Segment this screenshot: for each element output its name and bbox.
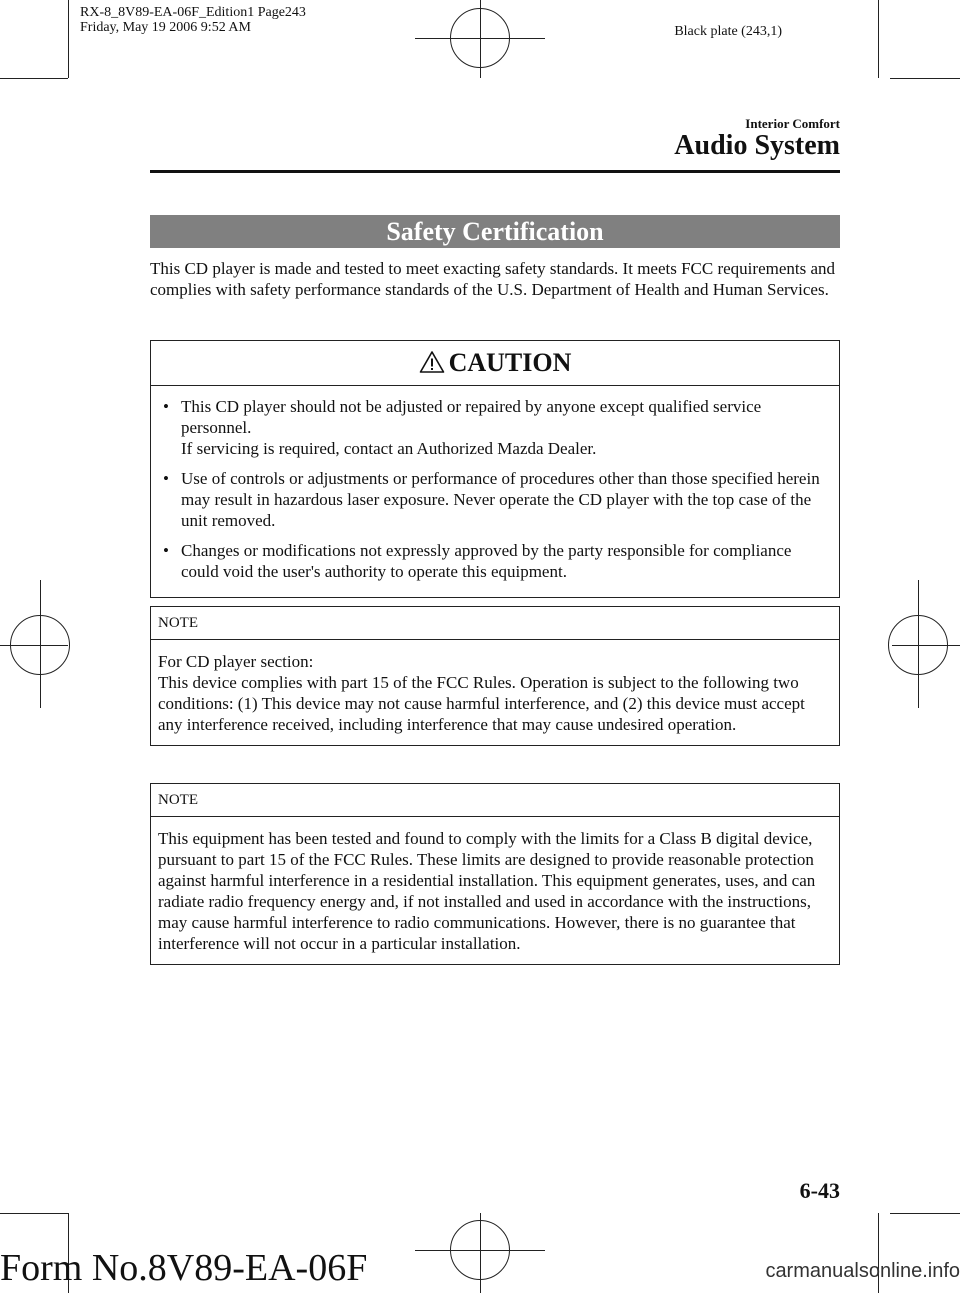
form-number: Form No.8V89-EA-06F [0, 1247, 368, 1289]
print-info-date: Friday, May 19 2006 9:52 AM [80, 20, 251, 35]
note-header: NOTE [151, 784, 839, 817]
header-section: Audio System [674, 130, 840, 161]
page-title: Safety Certification [150, 215, 840, 248]
caution-item-text: • Changes or modifications not expressly approved by the party responsible for compliance could void the user's authority to operate this equipment. [181, 541, 792, 581]
caution-item-text: If servicing is required, contact an Authorized Mazda Dealer. [181, 439, 597, 458]
warning-icon [419, 350, 445, 374]
note-box-cd [150, 606, 840, 746]
watermark: carmanualsonline.info [765, 1260, 960, 1282]
note-box-fcc [150, 783, 840, 965]
print-info-file: RX-8_8V89-EA-06F_Edition1 Page243 [80, 5, 306, 20]
note-body: This equipment has been tested and found to comply with the limits for a Class B digital device, pursuant to part 15 of the FCC Rules. These limits are designed to provide reasonable protection against harmful interference in a residential installation. This equipment generates, uses, and can radiate radio frequency energy and, if not installed and used in accordance with the instructions, may cause harmful interference to radio communications. However, there is no guarantee that interference will not occur in a particular installation. [158, 829, 816, 953]
caution-item [181, 540, 829, 582]
note-line: For CD player section: [158, 652, 314, 671]
caution-header [151, 341, 839, 386]
header-rule [150, 170, 840, 173]
caution-item [181, 396, 829, 459]
caution-box [150, 340, 840, 598]
caution-item-text: • This CD player should not be adjusted or repaired by anyone except qualified service personnel. [181, 397, 762, 437]
note-body [151, 640, 839, 745]
caution-item [181, 468, 829, 531]
page-number: 6-43 [799, 1178, 840, 1203]
header-category: Interior Comfort [745, 116, 840, 131]
intro-paragraph: This CD player is made and tested to meet exacting safety standards. It meets FCC requirements and complies with safety performance standards of the U.S. Department of Health and Human Services. [150, 259, 836, 299]
note-line: This device complies with part 15 of the FCC Rules. Operation is subject to the following two conditions: (1) This device may not cause harmful interference, and (2) this device must accept any interference received, including interference that may cause undesired operation. [158, 673, 805, 734]
caution-item-text: • Use of controls or adjustments or performance of procedures other than those specified herein may result in hazardous laser exposure. Never operate the CD player with the top case of the unit removed. [181, 469, 820, 530]
note-header: NOTE [151, 607, 839, 640]
caution-list [151, 386, 839, 597]
print-info [80, 5, 306, 35]
caution-label: CAUTION [448, 348, 572, 377]
plate-label: Black plate (243,1) [674, 24, 782, 39]
